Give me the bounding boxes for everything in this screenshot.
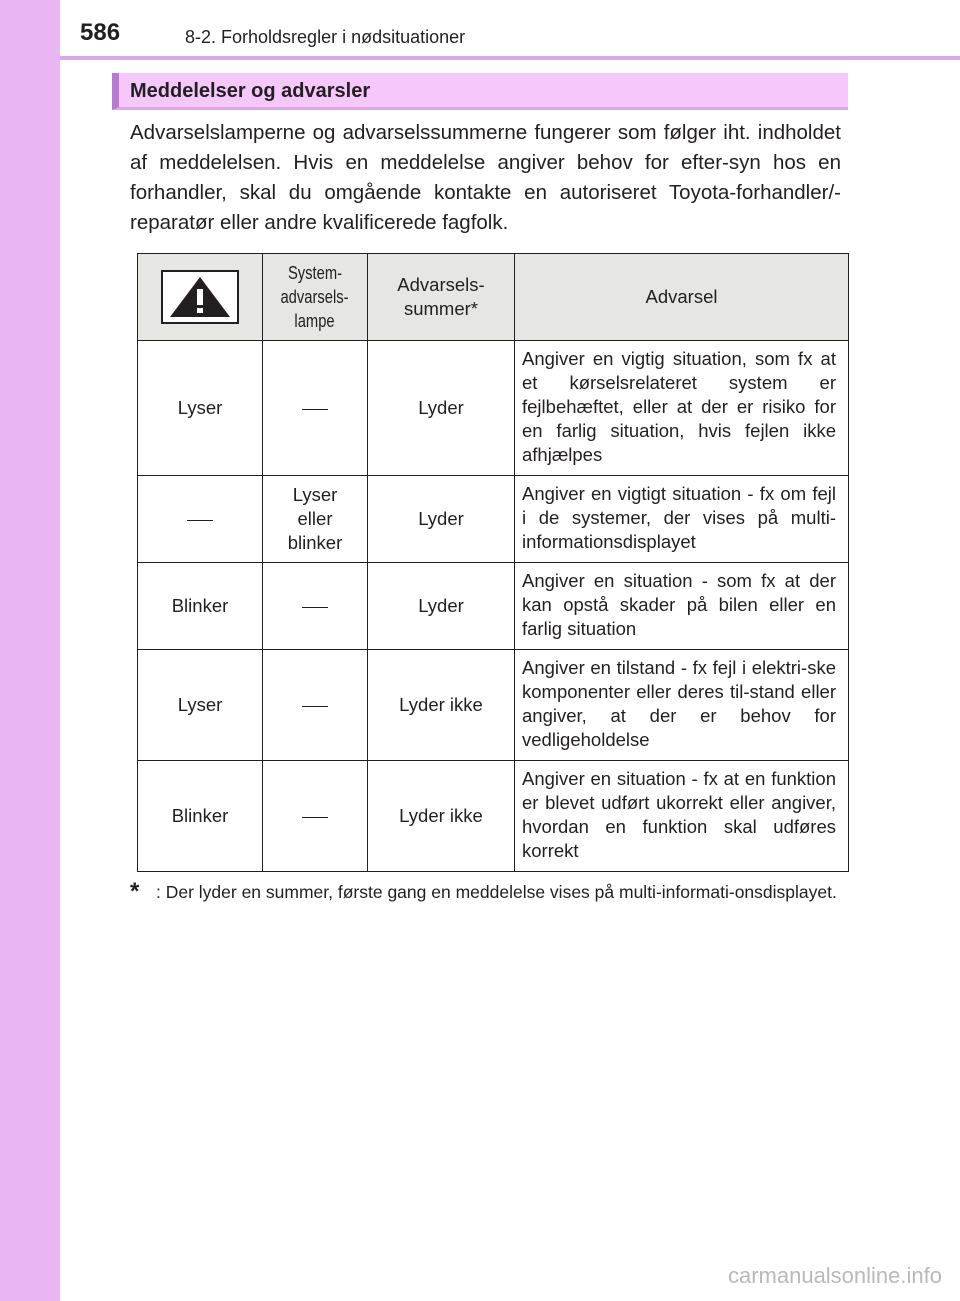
intro-paragraph: Advarselslamperne og advarselssummerne fungerer som følger iht. indholdet af meddelelsen. Hvis en meddelelse angiver behov for efter-syn hos en forhandler, skal du omgående kontakte en autoriseret Toyota-forhandler/-reparatør eller andre kvalificerede fagfolk. xyxy=(130,121,841,234)
footnote-text: : Der lyder en summer, første gang en meddelelse vises på multi-informati-onsdisplayet. xyxy=(156,882,837,902)
page-number: 586 xyxy=(80,19,121,46)
cell-warning: Angiver en vigtigt situation - fx om fejl i de systemer, der vises på multi-informationsdisplayet xyxy=(515,476,849,563)
warning-table xyxy=(137,253,849,872)
cell-master-warning: Blinker xyxy=(138,761,263,872)
cell-system-lamp-line: blinker xyxy=(287,532,343,553)
cell-buzzer: Lyder xyxy=(368,476,515,563)
cell-system-lamp xyxy=(263,563,368,650)
side-color-bar xyxy=(0,0,60,1301)
cell-buzzer: Lyder ikke xyxy=(368,650,515,761)
footnote xyxy=(130,878,842,906)
table-row xyxy=(138,476,849,563)
header-system-lamp-line: advarsels- xyxy=(280,287,350,307)
cell-buzzer: Lyder xyxy=(368,341,515,476)
warning-triangle-icon xyxy=(161,270,239,324)
cell-buzzer: Lyder ikke xyxy=(368,761,515,872)
section-banner xyxy=(112,73,848,110)
table-header-row xyxy=(138,254,849,341)
header-master-warning xyxy=(138,254,263,341)
dash-line xyxy=(302,607,328,608)
cell-warning: Angiver en tilstand - fx fejl i elektri-ske komponenter eller deres til-stand eller angiver, at der er behov for vedligeholdelse xyxy=(515,650,849,761)
header-buzzer xyxy=(368,254,515,341)
section-title: Meddelelser og advarsler xyxy=(130,80,371,102)
cell-master-warning: Blinker xyxy=(138,563,263,650)
cell-system-lamp xyxy=(263,650,368,761)
cell-system-lamp xyxy=(263,341,368,476)
header-system-lamp-line: lampe xyxy=(294,311,336,331)
cell-warning: Angiver en situation - som fx at der kan opstå skader på bilen eller en farlig situation xyxy=(515,563,849,650)
cell-system-lamp xyxy=(263,476,368,563)
cell-system-lamp-line: eller xyxy=(297,508,333,529)
cell-master-warning: Lyser xyxy=(138,341,263,476)
header-divider xyxy=(60,56,960,60)
table-row xyxy=(138,761,849,872)
header-system-lamp-line: System- xyxy=(287,263,343,283)
cell-system-lamp xyxy=(263,761,368,872)
watermark: carmanualsonline.info xyxy=(727,1263,942,1288)
dash-line xyxy=(187,520,213,521)
header-buzzer-line: summer* xyxy=(403,298,478,319)
cell-master-warning: Lyser xyxy=(138,650,263,761)
cell-master-warning xyxy=(138,476,263,563)
cell-system-lamp-line: Lyser xyxy=(292,484,338,505)
table-row xyxy=(138,650,849,761)
header-buzzer-line: Advarsels- xyxy=(397,274,485,295)
dash-line xyxy=(302,409,328,410)
cell-warning: Angiver en vigtig situation, som fx at et kørselsrelateret system er fejlbehæftet, eller at der er risiko for en farlig situation, hvis fejlen ikke afhjælpes xyxy=(515,341,849,476)
header-warning: Advarsel xyxy=(515,254,849,341)
table-row xyxy=(138,563,849,650)
table-row xyxy=(138,341,849,476)
header-system-lamp xyxy=(263,254,368,341)
cell-warning: Angiver en situation - fx at en funktion er blevet udført ukorrekt eller angiver, hvordan en funktion skal udføres korrekt xyxy=(515,761,849,872)
dash-line xyxy=(302,817,328,818)
dash-line xyxy=(302,706,328,707)
chapter-title: 8-2. Forholdsregler i nødsituationer xyxy=(185,27,466,47)
footnote-marker: * xyxy=(130,878,140,905)
cell-buzzer: Lyder xyxy=(368,563,515,650)
